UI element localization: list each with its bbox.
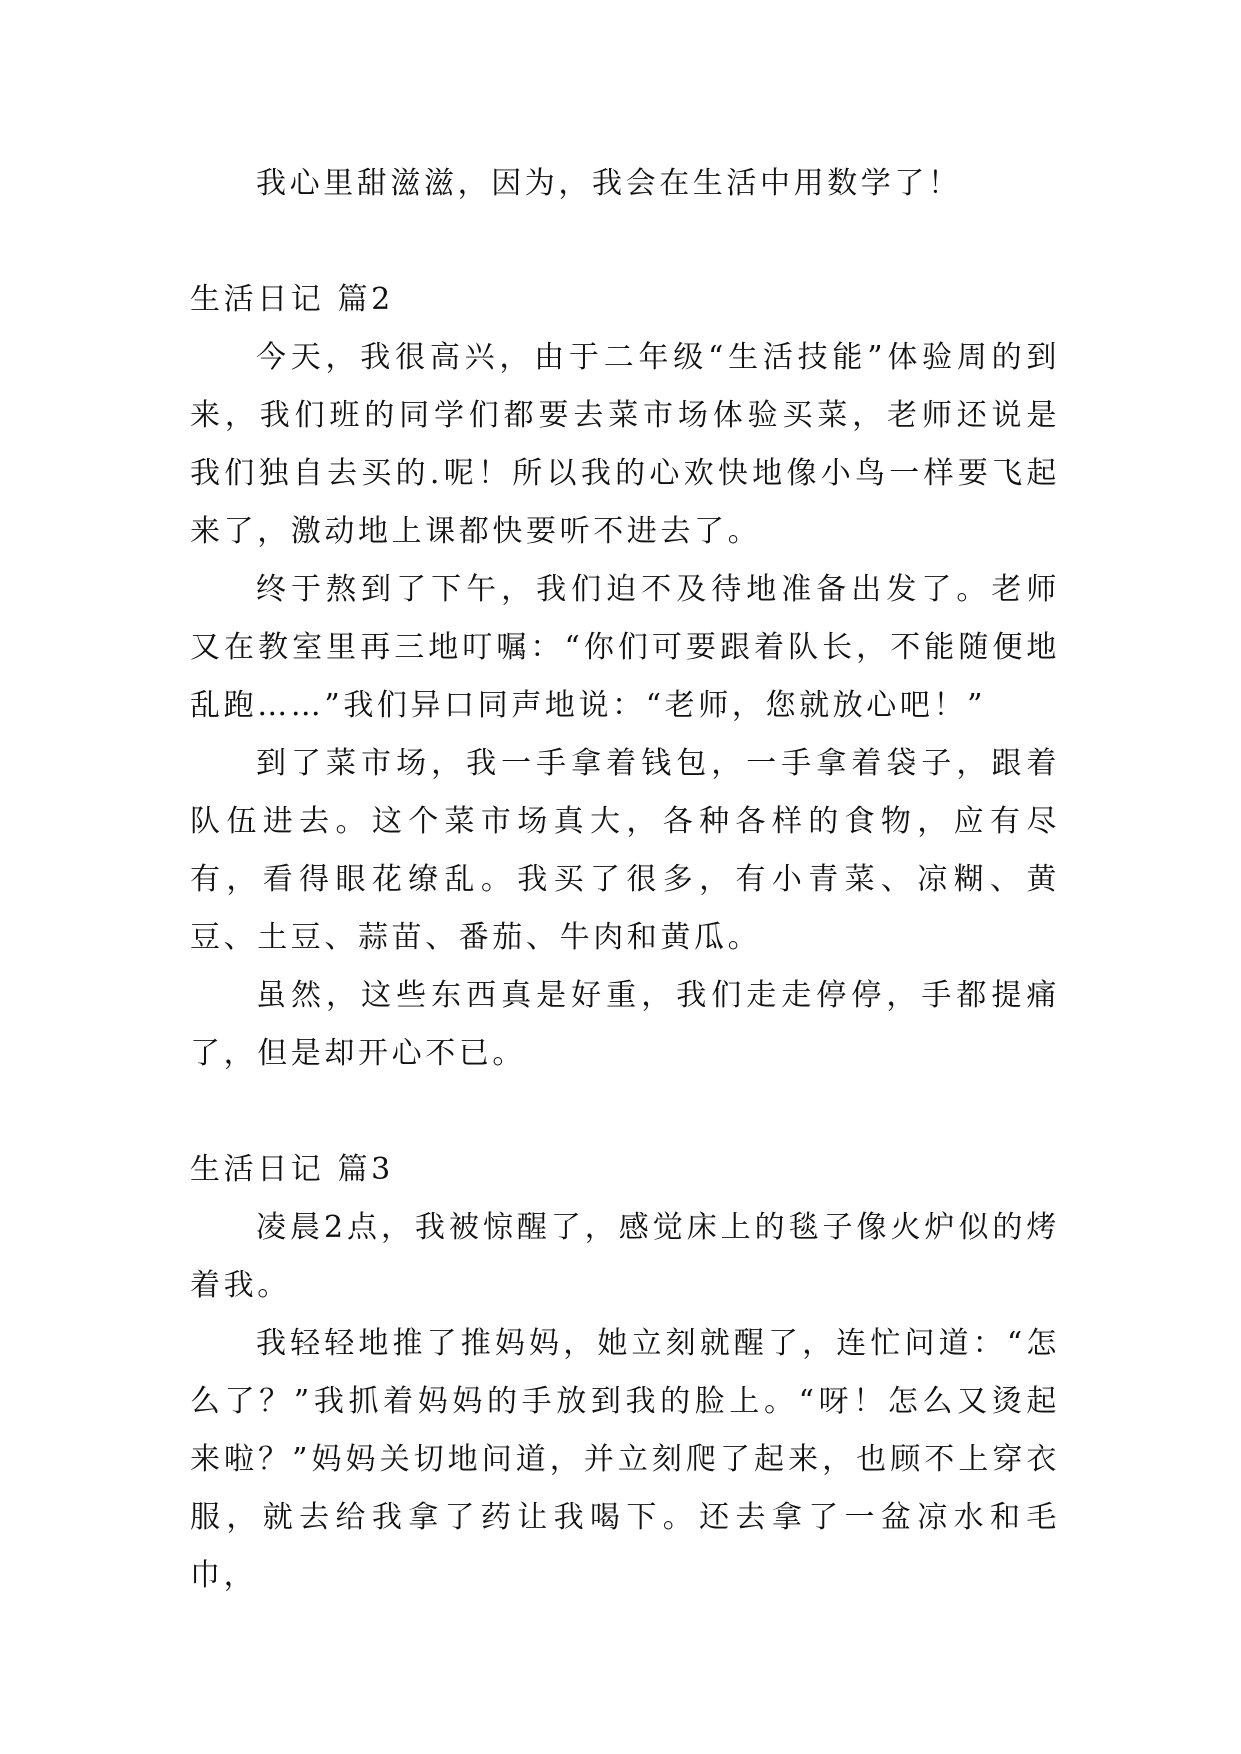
intro-line: 我心里甜滋滋，因为，我会在生活中用数学了！ — [256, 166, 962, 201]
paragraph: 到了菜市场，我一手拿着钱包，一手拿着袋子，跟着队伍进去。这个菜市场真大，各种各样的食物，应有尽有，看得眼花缭乱。我买了很多，有小青菜、凉糊、黄豆、土豆、蒜苗、番茄、牛肉和黄瓜。 — [190, 746, 1060, 955]
document-page — [190, 155, 1060, 1605]
paragraph: 终于熬到了下午，我们迫不及待地准备出发了。老师又在教室里再三地叮嘱：“你们可要跟着队长，不能随便地乱跑……”我们异口同声地说：“老师，您就放心吧！” — [190, 572, 1060, 723]
section-heading-3: 生活日记 篇3 — [190, 1152, 394, 1187]
section-gap — [190, 213, 1060, 271]
section-gap — [190, 1083, 1060, 1141]
paragraph: 凌晨2点，我被惊醒了，感觉床上的毯子像火炉似的烤着我。 — [190, 1210, 1060, 1303]
paragraph: 我轻轻地推了推妈妈，她立刻就醒了，连忙问道：“怎么了？”我抓着妈妈的手放到我的脸上。“呀！怎么又烫起来啦？”妈妈关切地问道，并立刻爬了起来，也顾不上穿衣服，就去给我拿了药让我喝下。还去拿了一盆凉水和毛巾， — [190, 1326, 1060, 1593]
paragraph: 今天，我很高兴，由于二年级“生活技能”体验周的到来，我们班的同学们都要去菜市场体验买菜，老师还说是我们独自去买的.呢！所以我的心欢快地像小鸟一样要飞起来了，激动地上课都快要听不进去了。 — [190, 340, 1060, 549]
section-heading-2: 生活日记 篇2 — [190, 282, 394, 317]
paragraph: 虽然，这些东西真是好重，我们走走停停，手都提痛了，但是却开心不已。 — [190, 978, 1060, 1071]
